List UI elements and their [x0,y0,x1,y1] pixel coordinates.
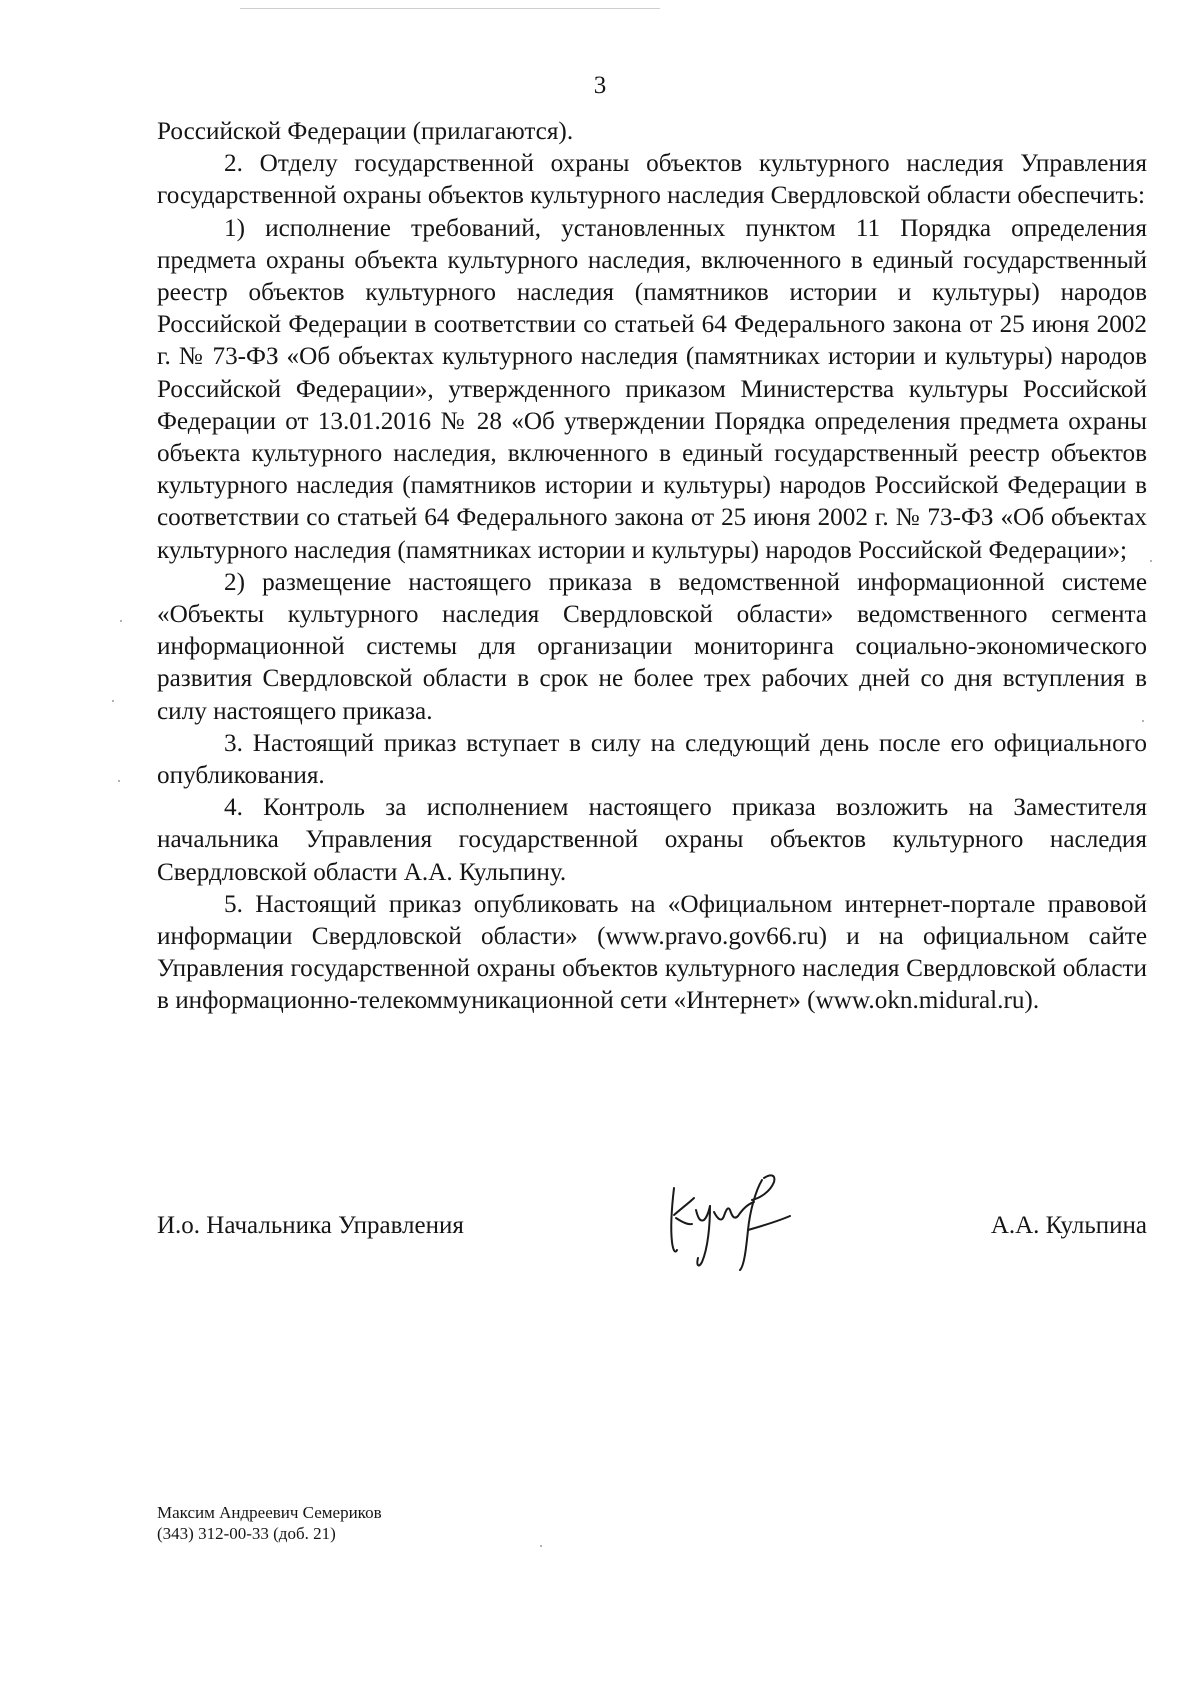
paragraph-item-4: 4. Контроль за исполнением настоящего приказа возложить на Заместителя начальника Управления государственной охраны объектов культурного наследия Свердловской области А.А. Кульпину. [157,794,1147,886]
paragraph-item-5: 5. Настоящий приказ опубликовать на «Официальном интернет-портале правовой информации Свердловской области» (www.pravo.gov66.ru) и на официальном сайте Управления государственной охраны объектов культурного наследия Свердловской области в информационно-телекоммуникационной сети «Интернет» (www.okn.midural.ru). [157,890,1147,1015]
executor-name: Максим Андреевич Семериков [157,1503,382,1522]
scan-speck [112,700,114,702]
signatory-position: И.о. Начальника Управления [157,1212,464,1239]
paragraph-subitem-1: 1) исполнение требований, установленных пунктом 11 Порядка определения предмета охраны объекта культурного наследия, включенного в единый государственный реестр объектов культурного наследия (памятников истории и культуры) народов Российской Федерации в соответствии со статьей 64 Федерального закона от 25 июня 2002 г. № 73-ФЗ «Об объектах культурного наследия (памятниках истории и культуры) народов Российской Федерации», утвержденного приказом Министерства культуры Российской Федерации от 13.01.2016 № 28 «Об утверждении Порядка определения предмета охраны объекта культурного наследия, включенного в единый государственный реестр объектов культурного наследия (памятников истории и культуры) народов Российской Федерации в соответствии со статьей 64 Федерального закона от 25 июня 2002 г. № 73-ФЗ «Об объектах культурного наследия (памятниках истории и культуры) народов Российской Федерации»; [157,214,1147,564]
scan-edge-line [240,8,660,9]
scan-speck [120,620,122,622]
paragraph-item-3: 3. Настоящий приказ вступает в силу на следующий день после его официального опубликования. [157,729,1147,790]
signatory-name: А.А. Кульпина [990,1212,1147,1239]
paragraph-item-2: 2. Отделу государственной охраны объектов культурного наследия Управления государственной охраны объектов культурного наследия Свердловской области обеспечить: [157,150,1147,210]
page-number: 3 [593,72,607,99]
paragraph-continuation: Российской Федерации (прилагаются). [157,118,574,145]
paragraph-subitem-2: 2) размещение настоящего приказа в ведомственной информационной системе «Объекты культурного наследия Свердловской области» ведомственного сегмента информационной системы для организации мониторинга социально-экономического развития Свердловской области в срок не более трех рабочих дней со дня вступления в силу настоящего приказа. [157,568,1147,725]
scan-speck [118,780,120,782]
handwritten-signature [652,1170,802,1280]
executor-phone: (343) 312-00-33 (доб. 21) [157,1524,336,1543]
scan-speck [1142,720,1144,722]
scan-speck [540,1545,542,1547]
executor-info [157,1502,382,1544]
order-body [157,116,1147,1018]
scan-speck [1150,560,1152,562]
